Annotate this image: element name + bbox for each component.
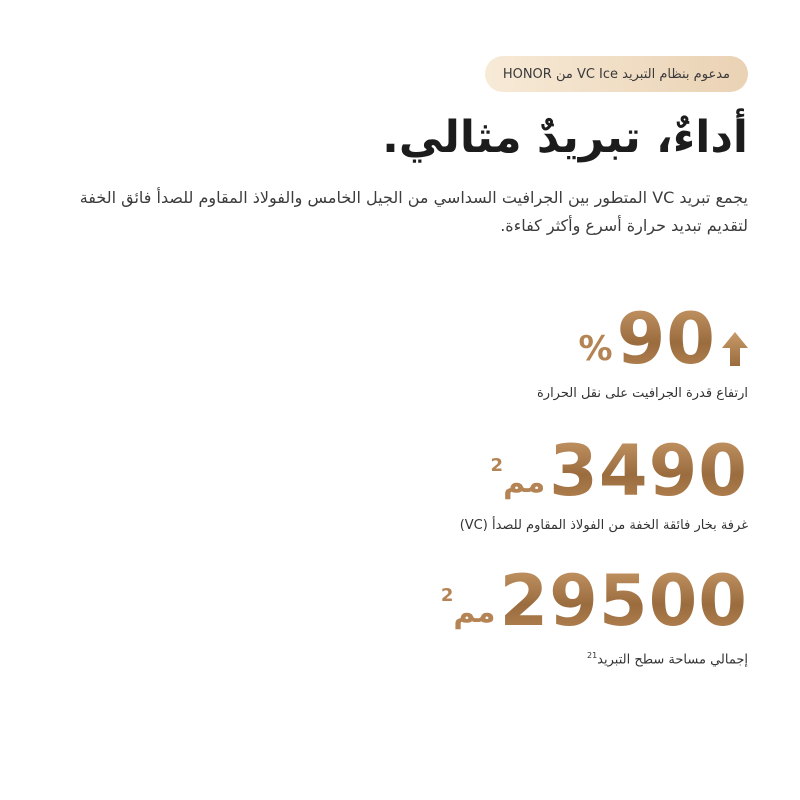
feature-description: يجمع تبريد VC المتطور بين الجرافيت السداسي من الجيل الخامس والفولاذ المقاوم للصدأ فائق الخفة لتقديم تبديد حرارة أسرع وأكثر كفاءة.	[79, 188, 748, 235]
feature-badge	[485, 56, 748, 92]
page-title: أداءٌ، تبريدٌ مثالي.	[382, 112, 748, 163]
footnote-ref: 21	[586, 651, 598, 660]
stat-unit	[490, 455, 546, 500]
stat-unit-percent: %	[578, 329, 613, 369]
stat-caption-text: إجمالي مساحة سطح التبريد	[597, 652, 748, 668]
stat-unit-text: مم	[503, 465, 546, 500]
stat-value-row	[248, 432, 748, 510]
stat-number: 29500	[499, 560, 748, 642]
stat-graphite-heat-transfer	[248, 300, 748, 404]
stat-number: 90	[616, 298, 716, 380]
stat-caption	[248, 646, 748, 670]
stat-unit	[440, 585, 496, 630]
stat-caption: غرفة بخار فائقة الخفة من الفولاذ المقاوم للصدأ (VC)	[459, 518, 748, 533]
stat-caption: ارتفاع قدرة الجرافيت على نقل الحرارة	[536, 386, 748, 401]
feature-badge-text: مدعوم بنظام التبريد VC Ice من HONOR	[502, 66, 730, 82]
stat-unit-text: مم	[453, 595, 496, 630]
stat-unit-sup: 2	[490, 455, 504, 476]
arrow-up-icon	[722, 332, 748, 366]
stat-cooling-surface	[248, 562, 748, 670]
stat-value-row	[248, 300, 748, 378]
stat-vapor-chamber	[248, 432, 748, 536]
stat-value-row	[248, 562, 748, 640]
stat-unit-sup: 2	[440, 585, 454, 606]
stat-number: 3490	[549, 430, 748, 512]
